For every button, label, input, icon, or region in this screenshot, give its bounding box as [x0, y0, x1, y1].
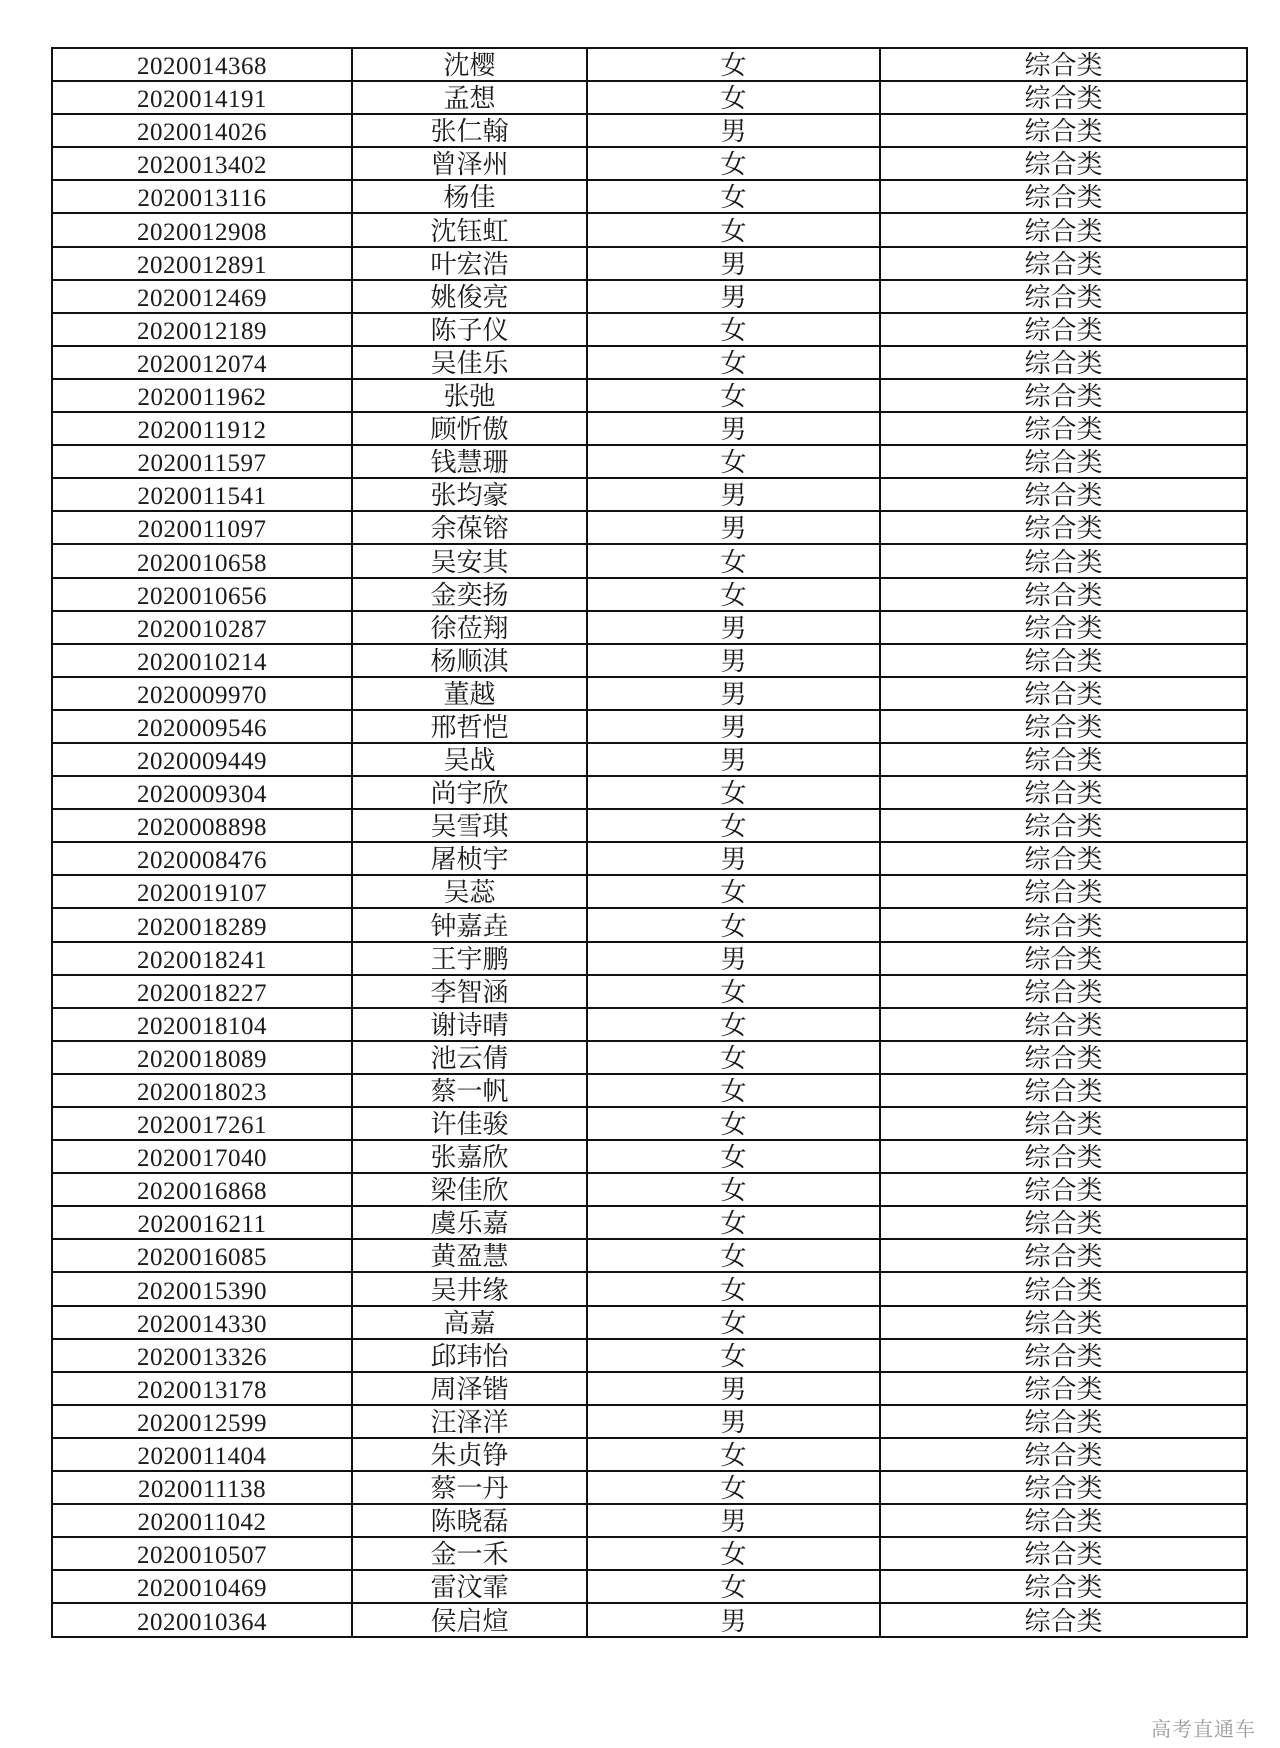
cell-category: 综合类 — [880, 1107, 1247, 1140]
cell-category: 综合类 — [880, 346, 1247, 379]
cell-student-id: 2020009449 — [52, 743, 352, 776]
table-row — [52, 511, 1247, 544]
table-row — [52, 1372, 1247, 1405]
cell-category: 综合类 — [880, 677, 1247, 710]
cell-student-name: 张仁翰 — [352, 114, 587, 147]
cell-category: 综合类 — [880, 313, 1247, 346]
cell-category: 综合类 — [880, 1570, 1247, 1603]
cell-gender: 男 — [587, 743, 880, 776]
cell-category: 综合类 — [880, 1074, 1247, 1107]
cell-category: 综合类 — [880, 1239, 1247, 1272]
admission-list-table — [51, 47, 1248, 1638]
cell-student-id: 2020013402 — [52, 147, 352, 180]
table-body — [52, 48, 1247, 1637]
table-row — [52, 908, 1247, 941]
table-row — [52, 1438, 1247, 1471]
cell-category: 综合类 — [880, 942, 1247, 975]
cell-category: 综合类 — [880, 1537, 1247, 1570]
cell-gender: 男 — [587, 114, 880, 147]
cell-category: 综合类 — [880, 1173, 1247, 1206]
cell-gender: 男 — [587, 1603, 880, 1636]
cell-category: 综合类 — [880, 776, 1247, 809]
cell-category: 综合类 — [880, 48, 1247, 81]
cell-student-id: 2020011097 — [52, 511, 352, 544]
cell-student-name: 顾忻傲 — [352, 412, 587, 445]
cell-category: 综合类 — [880, 511, 1247, 544]
cell-category: 综合类 — [880, 611, 1247, 644]
cell-student-id: 2020014368 — [52, 48, 352, 81]
cell-gender: 女 — [587, 48, 880, 81]
cell-gender: 女 — [587, 1272, 880, 1305]
cell-gender: 女 — [587, 1438, 880, 1471]
cell-student-name: 高嘉 — [352, 1306, 587, 1339]
cell-gender: 男 — [587, 280, 880, 313]
cell-gender: 女 — [587, 1008, 880, 1041]
cell-student-id: 2020010287 — [52, 611, 352, 644]
cell-student-id: 2020010364 — [52, 1603, 352, 1636]
cell-student-id: 2020018023 — [52, 1074, 352, 1107]
table-row — [52, 147, 1247, 180]
cell-student-id: 2020011597 — [52, 445, 352, 478]
cell-gender: 女 — [587, 578, 880, 611]
cell-student-id: 2020016211 — [52, 1206, 352, 1239]
table-row — [52, 445, 1247, 478]
cell-student-name: 金奕扬 — [352, 578, 587, 611]
cell-category: 综合类 — [880, 379, 1247, 412]
cell-student-id: 2020012599 — [52, 1405, 352, 1438]
cell-student-id: 2020018104 — [52, 1008, 352, 1041]
cell-student-name: 虞乐嘉 — [352, 1206, 587, 1239]
cell-category: 综合类 — [880, 180, 1247, 213]
cell-category: 综合类 — [880, 710, 1247, 743]
table-row — [52, 114, 1247, 147]
cell-student-name: 董越 — [352, 677, 587, 710]
cell-student-id: 2020017261 — [52, 1107, 352, 1140]
table-row — [52, 412, 1247, 445]
cell-category: 综合类 — [880, 478, 1247, 511]
table-row — [52, 1206, 1247, 1239]
cell-student-name: 屠桢宇 — [352, 842, 587, 875]
table-row — [52, 379, 1247, 412]
table-row — [52, 611, 1247, 644]
cell-category: 综合类 — [880, 114, 1247, 147]
cell-student-id: 2020010214 — [52, 644, 352, 677]
cell-student-name: 池云倩 — [352, 1041, 587, 1074]
cell-category: 综合类 — [880, 81, 1247, 114]
cell-gender: 男 — [587, 644, 880, 677]
cell-student-name: 汪泽洋 — [352, 1405, 587, 1438]
cell-category: 综合类 — [880, 1008, 1247, 1041]
cell-gender: 女 — [587, 346, 880, 379]
table-row — [52, 1405, 1247, 1438]
cell-gender: 女 — [587, 445, 880, 478]
cell-student-name: 张弛 — [352, 379, 587, 412]
cell-student-name: 吴战 — [352, 743, 587, 776]
cell-gender: 女 — [587, 1206, 880, 1239]
cell-student-id: 2020012189 — [52, 313, 352, 346]
cell-student-id: 2020016868 — [52, 1173, 352, 1206]
cell-student-id: 2020012469 — [52, 280, 352, 313]
cell-student-name: 梁佳欣 — [352, 1173, 587, 1206]
cell-student-id: 2020014026 — [52, 114, 352, 147]
cell-gender: 女 — [587, 975, 880, 1008]
table-row — [52, 478, 1247, 511]
cell-student-name: 黄盈慧 — [352, 1239, 587, 1272]
table-row — [52, 1140, 1247, 1173]
table-row — [52, 975, 1247, 1008]
cell-gender: 女 — [587, 379, 880, 412]
cell-gender: 女 — [587, 908, 880, 941]
table-row — [52, 1504, 1247, 1537]
cell-student-name: 张嘉欣 — [352, 1140, 587, 1173]
cell-category: 综合类 — [880, 809, 1247, 842]
cell-student-name: 沈樱 — [352, 48, 587, 81]
cell-student-id: 2020011541 — [52, 478, 352, 511]
table-row — [52, 313, 1247, 346]
table-row — [52, 1339, 1247, 1372]
cell-gender: 女 — [587, 809, 880, 842]
table-row — [52, 842, 1247, 875]
cell-student-name: 曾泽州 — [352, 147, 587, 180]
cell-gender: 女 — [587, 1537, 880, 1570]
cell-gender: 男 — [587, 942, 880, 975]
table-row — [52, 1537, 1247, 1570]
cell-category: 综合类 — [880, 644, 1247, 677]
cell-gender: 女 — [587, 1107, 880, 1140]
cell-student-id: 2020011912 — [52, 412, 352, 445]
cell-gender: 女 — [587, 1140, 880, 1173]
cell-student-id: 2020009546 — [52, 710, 352, 743]
cell-student-name: 张均豪 — [352, 478, 587, 511]
table-row — [52, 180, 1247, 213]
cell-category: 综合类 — [880, 1504, 1247, 1537]
cell-student-name: 吴蕊 — [352, 875, 587, 908]
cell-student-name: 吴雪琪 — [352, 809, 587, 842]
cell-gender: 男 — [587, 710, 880, 743]
cell-student-id: 2020009970 — [52, 677, 352, 710]
cell-student-id: 2020011138 — [52, 1471, 352, 1504]
cell-student-name: 钱慧珊 — [352, 445, 587, 478]
cell-student-name: 钟嘉垚 — [352, 908, 587, 941]
table-row — [52, 578, 1247, 611]
table-row — [52, 48, 1247, 81]
cell-student-id: 2020012074 — [52, 346, 352, 379]
cell-category: 综合类 — [880, 1041, 1247, 1074]
table-row — [52, 280, 1247, 313]
cell-student-name: 雷汶霏 — [352, 1570, 587, 1603]
cell-student-name: 金一禾 — [352, 1537, 587, 1570]
cell-student-id: 2020008898 — [52, 809, 352, 842]
cell-category: 综合类 — [880, 412, 1247, 445]
cell-category: 综合类 — [880, 975, 1247, 1008]
cell-student-name: 尚宇欣 — [352, 776, 587, 809]
cell-student-name: 谢诗晴 — [352, 1008, 587, 1041]
cell-category: 综合类 — [880, 842, 1247, 875]
cell-student-id: 2020013178 — [52, 1372, 352, 1405]
cell-student-id: 2020019107 — [52, 875, 352, 908]
cell-student-name: 吴安其 — [352, 544, 587, 577]
cell-student-id: 2020018289 — [52, 908, 352, 941]
cell-student-id: 2020013326 — [52, 1339, 352, 1372]
cell-gender: 女 — [587, 544, 880, 577]
cell-student-name: 李智涵 — [352, 975, 587, 1008]
cell-category: 综合类 — [880, 147, 1247, 180]
cell-gender: 男 — [587, 1405, 880, 1438]
cell-gender: 男 — [587, 412, 880, 445]
table-row — [52, 1603, 1247, 1636]
table-row — [52, 544, 1247, 577]
cell-student-name: 余葆镕 — [352, 511, 587, 544]
table-row — [52, 776, 1247, 809]
table-row — [52, 1107, 1247, 1140]
cell-gender: 女 — [587, 1239, 880, 1272]
table-row — [52, 942, 1247, 975]
table-row — [52, 213, 1247, 246]
cell-category: 综合类 — [880, 1438, 1247, 1471]
table-row — [52, 710, 1247, 743]
cell-gender: 女 — [587, 776, 880, 809]
cell-student-id: 2020014330 — [52, 1306, 352, 1339]
cell-student-name: 吴佳乐 — [352, 346, 587, 379]
cell-category: 综合类 — [880, 743, 1247, 776]
cell-student-id: 2020010658 — [52, 544, 352, 577]
table-row — [52, 1074, 1247, 1107]
cell-category: 综合类 — [880, 247, 1247, 280]
cell-gender: 男 — [587, 478, 880, 511]
cell-student-name: 朱贞铮 — [352, 1438, 587, 1471]
cell-student-id: 2020017040 — [52, 1140, 352, 1173]
table-row — [52, 81, 1247, 114]
cell-student-id: 2020016085 — [52, 1239, 352, 1272]
cell-student-id: 2020010469 — [52, 1570, 352, 1603]
cell-category: 综合类 — [880, 1603, 1247, 1636]
cell-gender: 女 — [587, 1471, 880, 1504]
cell-category: 综合类 — [880, 1372, 1247, 1405]
table-row — [52, 809, 1247, 842]
cell-category: 综合类 — [880, 445, 1247, 478]
cell-gender: 女 — [587, 1173, 880, 1206]
table-row — [52, 1272, 1247, 1305]
cell-gender: 男 — [587, 611, 880, 644]
cell-student-name: 许佳骏 — [352, 1107, 587, 1140]
cell-category: 综合类 — [880, 1272, 1247, 1305]
cell-gender: 女 — [587, 1339, 880, 1372]
cell-gender: 女 — [587, 1041, 880, 1074]
cell-category: 综合类 — [880, 908, 1247, 941]
cell-student-name: 周泽锴 — [352, 1372, 587, 1405]
cell-student-id: 2020010656 — [52, 578, 352, 611]
cell-student-id: 2020013116 — [52, 180, 352, 213]
cell-student-name: 徐莅翔 — [352, 611, 587, 644]
cell-student-id: 2020015390 — [52, 1272, 352, 1305]
cell-student-name: 蔡一帆 — [352, 1074, 587, 1107]
cell-gender: 男 — [587, 247, 880, 280]
cell-gender: 女 — [587, 1074, 880, 1107]
cell-student-name: 吴井缘 — [352, 1272, 587, 1305]
cell-category: 综合类 — [880, 1306, 1247, 1339]
cell-student-id: 2020010507 — [52, 1537, 352, 1570]
cell-category: 综合类 — [880, 875, 1247, 908]
cell-student-id: 2020018089 — [52, 1041, 352, 1074]
cell-gender: 男 — [587, 511, 880, 544]
cell-student-id: 2020012908 — [52, 213, 352, 246]
table-row — [52, 1041, 1247, 1074]
cell-gender: 男 — [587, 842, 880, 875]
cell-category: 综合类 — [880, 578, 1247, 611]
cell-gender: 女 — [587, 1306, 880, 1339]
cell-category: 综合类 — [880, 1206, 1247, 1239]
table-row — [52, 743, 1247, 776]
cell-student-name: 杨顺淇 — [352, 644, 587, 677]
table-row — [52, 1306, 1247, 1339]
cell-student-name: 陈晓磊 — [352, 1504, 587, 1537]
cell-student-id: 2020014191 — [52, 81, 352, 114]
cell-student-id: 2020018241 — [52, 942, 352, 975]
cell-student-name: 王宇鹏 — [352, 942, 587, 975]
cell-student-id: 2020011404 — [52, 1438, 352, 1471]
cell-student-id: 2020011962 — [52, 379, 352, 412]
cell-gender: 女 — [587, 875, 880, 908]
cell-student-id: 2020012891 — [52, 247, 352, 280]
cell-gender: 女 — [587, 213, 880, 246]
table-row — [52, 1173, 1247, 1206]
cell-gender: 女 — [587, 147, 880, 180]
watermark: 高考直通车 — [1151, 1717, 1256, 1741]
cell-category: 综合类 — [880, 1405, 1247, 1438]
table-row — [52, 677, 1247, 710]
cell-student-name: 孟想 — [352, 81, 587, 114]
cell-student-name: 杨佳 — [352, 180, 587, 213]
cell-gender: 男 — [587, 1372, 880, 1405]
cell-gender: 女 — [587, 81, 880, 114]
cell-student-id: 2020008476 — [52, 842, 352, 875]
cell-category: 综合类 — [880, 280, 1247, 313]
table-row — [52, 1239, 1247, 1272]
table-row — [52, 1008, 1247, 1041]
cell-student-id: 2020018227 — [52, 975, 352, 1008]
cell-gender: 女 — [587, 313, 880, 346]
table-row — [52, 875, 1247, 908]
cell-student-name: 邢哲恺 — [352, 710, 587, 743]
cell-student-name: 侯启煊 — [352, 1603, 587, 1636]
cell-gender: 女 — [587, 180, 880, 213]
cell-student-name: 陈子仪 — [352, 313, 587, 346]
table-row — [52, 1570, 1247, 1603]
table-row — [52, 346, 1247, 379]
cell-category: 综合类 — [880, 213, 1247, 246]
cell-student-name: 叶宏浩 — [352, 247, 587, 280]
cell-student-name: 沈钰虹 — [352, 213, 587, 246]
cell-student-id: 2020009304 — [52, 776, 352, 809]
cell-category: 综合类 — [880, 544, 1247, 577]
cell-category: 综合类 — [880, 1140, 1247, 1173]
table-row — [52, 1471, 1247, 1504]
cell-category: 综合类 — [880, 1471, 1247, 1504]
cell-category: 综合类 — [880, 1339, 1247, 1372]
cell-student-name: 邱玮怡 — [352, 1339, 587, 1372]
table-row — [52, 247, 1247, 280]
cell-gender: 女 — [587, 1570, 880, 1603]
cell-student-name: 蔡一丹 — [352, 1471, 587, 1504]
cell-student-name: 姚俊亮 — [352, 280, 587, 313]
table-row — [52, 644, 1247, 677]
cell-gender: 男 — [587, 1504, 880, 1537]
cell-student-id: 2020011042 — [52, 1504, 352, 1537]
cell-gender: 男 — [587, 677, 880, 710]
